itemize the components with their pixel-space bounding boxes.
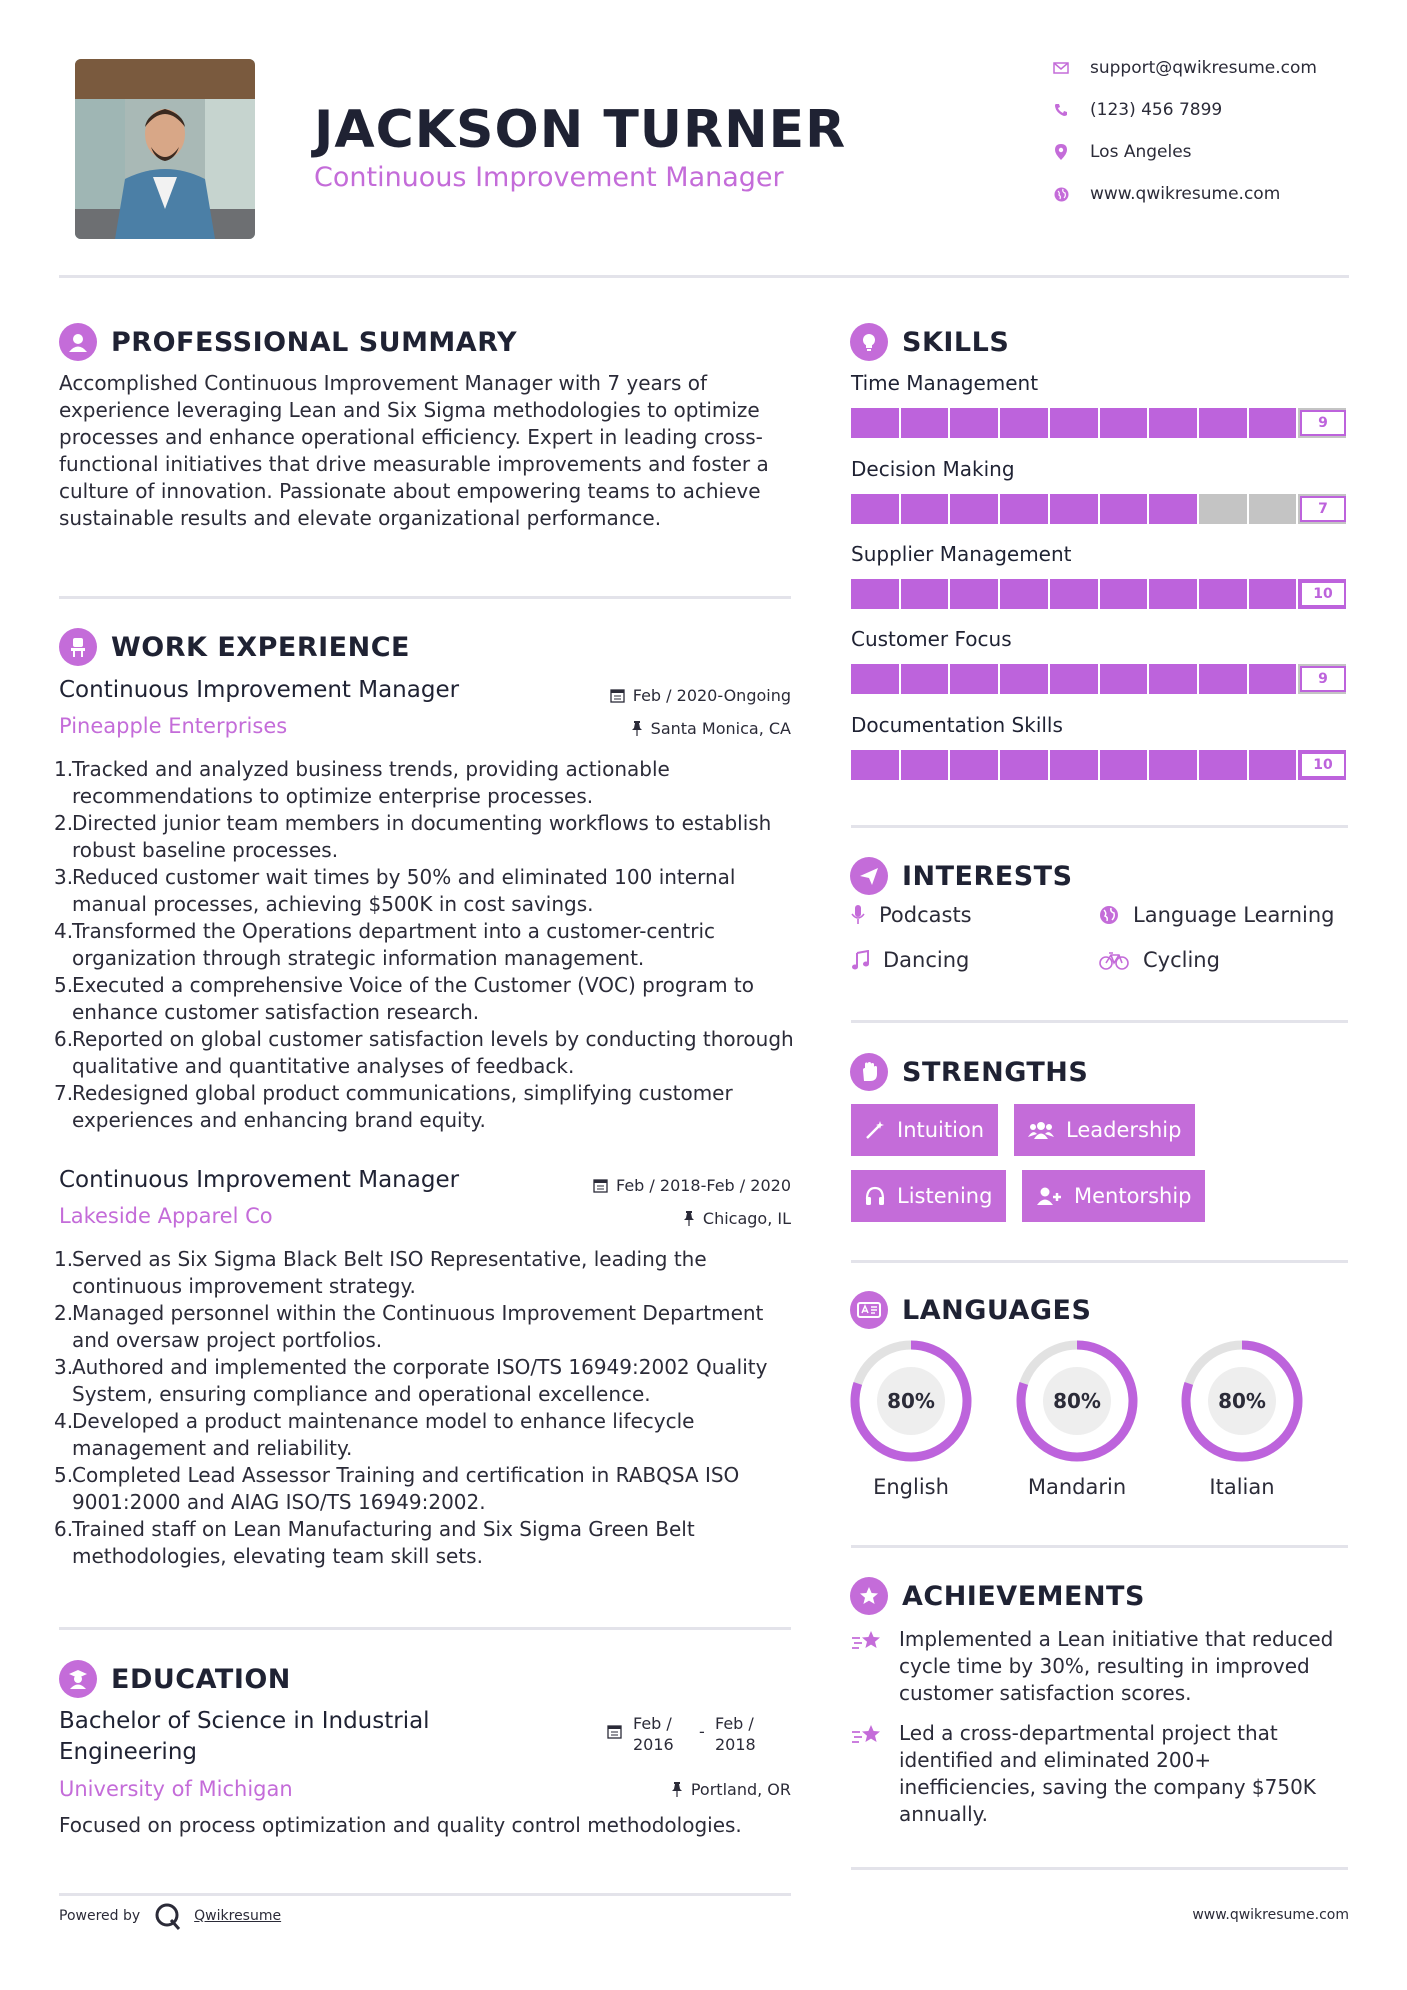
skill-bar-segment [901,579,951,609]
skill-bar-segment [1199,664,1249,694]
footer-url[interactable]: www.qwikresume.com [1192,1907,1349,1923]
summary-heading [59,323,517,361]
skill-bar [851,494,1348,524]
lightbulb-icon [850,323,888,361]
summary-divider [59,596,791,599]
paper-plane-icon [850,857,888,895]
skill-bar-segment [1050,408,1100,438]
skill-bar [851,664,1348,694]
skill-bar-segment [1149,750,1199,780]
language-item [846,1336,976,1470]
job-duty: 3.Reduced customer wait times by 50% and eliminated 100 internal manual processes, achieving $500K in cost savings. [54,865,736,916]
job-duty: 5.Executed a comprehensive Voice of the Customer (VOC) program to enhance customer satisfaction research. [54,973,754,1024]
job-duty: 7.Redesigned global product communications, simplifying customer experiences and enhancing brand equity. [54,1081,733,1132]
job-location-text: Chicago, IL [702,1209,791,1228]
shooting-star-icon [851,1626,885,1707]
skill-bar-segment [950,494,1000,524]
skill-bar-segment [1149,664,1199,694]
skill-bar-segment [950,408,1000,438]
candidate-role: Continuous Improvement Manager [314,162,784,193]
contact-phone[interactable] [1052,100,1222,120]
skill-bar-segment [851,664,901,694]
degree-line-1: Bachelor of Science in Industrial [59,1708,430,1734]
interest-item: Dancing [851,948,969,972]
skill-bar-segment [1249,579,1299,609]
job-title: Continuous Improvement Manager [59,677,460,703]
job-duties-list [54,1246,799,1570]
contact-phone-text: (123) 456 7899 [1090,100,1223,120]
skill-bar-segment [901,494,951,524]
job-dates-text: Feb / 2018-Feb / 2020 [616,1176,791,1195]
calendar-icon [593,1178,608,1193]
skill-bar-segment [1000,579,1050,609]
skill-bar [851,579,1348,609]
skill-bar-segment [1249,750,1299,780]
skill-name: Time Management [851,371,1039,395]
skill-bar-segment [901,750,951,780]
skill-bar-segment [950,664,1000,694]
interest-item: Podcasts [851,903,972,927]
language-progress-ring [1177,1336,1307,1466]
education-location-text: Portland, OR [690,1780,791,1799]
skill-level-label: 9 [1300,666,1346,692]
job-duty: 6.Reported on global customer satisfaction levels by conducting thorough qualitative and quantitative analyses of feedback. [54,1027,794,1078]
qwikresume-link[interactable]: Qwikresume [194,1907,282,1924]
achievements-title: ACHIEVEMENTS [902,1580,1145,1612]
interests-title: INTERESTS [902,860,1073,892]
users-icon [1028,1120,1054,1140]
headphones-icon [865,1186,885,1206]
strength-badge: Leadership [1014,1104,1195,1156]
skill-bar-segment [1149,494,1199,524]
language-name: English [873,1475,949,1499]
candidate-name: JACKSON TURNER [314,100,847,160]
microphone-icon [851,905,865,925]
skill-bar-segment [1199,750,1249,780]
job-duty: 2.Directed junior team members in documenting workflows to establish robust baseline processes. [54,811,772,862]
job-dates [593,1176,791,1195]
header-divider [59,275,1349,278]
skill-level-label: 10 [1300,752,1346,778]
strength-badge: Listening [851,1170,1006,1222]
achievement-text: Implemented a Lean initiative that reduced cycle time by 30%, resulting in improved customer satisfaction scores. [899,1627,1334,1705]
job-location-text: Santa Monica, CA [650,719,791,738]
degree-line-2: Engineering [59,1739,197,1765]
job-duty: 6.Trained staff on Lean Manufacturing and Six Sigma Green Belt methodologies, elevating team skill sets. [54,1517,695,1568]
skill-bar-segment [1100,579,1150,609]
achievement-text: Led a cross-departmental project that identified and eliminated 200+ inefficiencies, saving the company $750K annually. [899,1721,1316,1826]
skill-level-label: 9 [1300,410,1346,436]
envelope-icon [1052,59,1070,77]
language-item [1177,1336,1307,1470]
shooting-star-icon [851,1720,885,1828]
skill-bar-segment [851,579,901,609]
interest-item: Cycling [1099,948,1220,972]
job-duty: 3.Authored and implemented the corporate ISO/TS 16949:2002 Quality System, ensuring compliance and operational excellence. [54,1355,768,1406]
achievements-heading [850,1577,1145,1615]
skill-name: Documentation Skills [851,713,1063,737]
achievement-item [851,1720,1348,1828]
powered-by-text: Powered by [59,1907,141,1924]
job-duty: 4.Transformed the Operations department into a customer-centric organization through strategic information management. [54,919,715,970]
skill-bar [851,408,1348,438]
contact-email[interactable] [1052,58,1317,78]
phone-icon [1052,101,1070,119]
school-name: University of Michigan [59,1777,293,1801]
languages-title: LANGUAGES [902,1294,1092,1326]
job-duty: 1.Tracked and analyzed business trends, providing actionable recommendations to optimize enterprise processes. [54,757,670,808]
skill-bar-segment [851,750,901,780]
skill-bar-segment [1000,664,1050,694]
skill-bar-segment [1100,664,1150,694]
education-location [671,1780,791,1799]
skill-bar-segment [1149,579,1199,609]
education-end-month: Feb / [715,1714,754,1733]
education-end-year: 2018 [715,1735,756,1754]
pushpin-icon [671,1782,683,1797]
languages-heading [850,1291,1091,1329]
bicycle-icon [1099,950,1129,970]
achievements-divider [851,1867,1348,1870]
job-company: Lakeside Apparel Co [59,1204,273,1228]
skill-bar-segment [1050,494,1100,524]
music-note-icon [851,950,869,970]
skills-title: SKILLS [902,326,1010,358]
skills-heading [850,323,1009,361]
skill-bar-segment [901,408,951,438]
pushpin-icon [631,721,643,736]
contact-website[interactable] [1052,184,1280,204]
job-company: Pineapple Enterprises [59,714,288,738]
job-duty: 2.Managed personnel within the Continuous Improvement Department and oversaw project portfolios. [54,1301,764,1352]
strength-badge: Mentorship [1022,1170,1205,1222]
skill-bar-segment [1249,494,1299,524]
footer-powered [59,1898,281,1933]
skill-bar [851,750,1348,780]
education-heading [59,1660,291,1698]
job-location [683,1209,791,1228]
education-start-month: Feb / [633,1714,672,1733]
skill-bar-segment [901,664,951,694]
job-dates-text: Feb / 2020-Ongoing [632,686,791,705]
language-percent-label: 80% [887,1389,935,1413]
skill-bar-segment [1100,750,1150,780]
job-duty: 1.Served as Six Sigma Black Belt ISO Representative, leading the continuous improvement strategy. [54,1247,707,1298]
language-item [1012,1336,1142,1470]
strengths-divider [851,1260,1348,1263]
pushpin-icon [683,1211,695,1226]
profile-photo [75,59,255,239]
map-pin-icon [1052,143,1070,161]
job-dates [610,686,791,705]
language-percent-label: 80% [1053,1389,1101,1413]
strengths-title: STRENGTHS [902,1056,1089,1088]
qwikresume-logo-icon [154,1902,182,1930]
contact-email-text: support@qwikresume.com [1090,58,1317,78]
contact-website-text: www.qwikresume.com [1090,184,1281,204]
education-dates [607,1714,797,1758]
job-duty: 4.Developed a product maintenance model to enhance lifecycle management and reliability. [54,1409,695,1460]
skill-name: Decision Making [851,457,1015,481]
skill-bar-segment [1050,579,1100,609]
skill-bar-segment [1100,494,1150,524]
skill-bar-segment [1149,408,1199,438]
magic-wand-icon [865,1120,885,1140]
education-start-year: 2016 [633,1735,674,1754]
language-name: Italian [1209,1475,1275,1499]
education-divider [59,1893,791,1896]
chair-icon [59,628,97,666]
skill-level-label: 10 [1300,581,1346,607]
user-circle-icon [59,323,97,361]
raised-hand-icon [850,1053,888,1091]
summary-text: Accomplished Continuous Improvement Manager with 7 years of experience leveraging Lean and Six Sigma methodologies to optimize processes and enhance operational efficiency. Expert in leading cross-functional initiatives that drive measurable improvements and foster a culture of innovation. Passionate about empowering teams to achieve sustainable results and elevate organizational performance. [59,371,769,530]
strengths-heading [850,1053,1088,1091]
skill-bar-segment [1000,494,1050,524]
date-dash: - [699,1722,705,1741]
skill-bar-segment [851,494,901,524]
graduate-icon [59,1660,97,1698]
contact-location [1052,142,1192,162]
skill-bar-segment [851,408,901,438]
calendar-icon [610,688,625,703]
skill-bar-segment [1000,408,1050,438]
summary-title: PROFESSIONAL SUMMARY [111,326,518,358]
skill-bar-segment [950,579,1000,609]
skill-bar-segment [1050,750,1100,780]
education-title: EDUCATION [111,1663,291,1695]
interests-divider [851,1020,1348,1023]
job-duty: 5.Completed Lead Assessor Training and certification in RABQSA ISO 9001:2000 and AIAG ISO/TS 16949:2002. [54,1463,740,1514]
skill-bar-segment [1100,408,1150,438]
language-progress-ring [1012,1336,1142,1466]
skill-bar-segment [1199,579,1249,609]
skills-divider [851,825,1348,828]
skill-bar-segment [1249,408,1299,438]
skill-bar-segment [1050,664,1100,694]
language-percent-label: 80% [1218,1389,1266,1413]
skill-bar-segment [1000,750,1050,780]
education-description: Focused on process optimization and quality control methodologies. [59,1813,742,1837]
skill-bar-segment [1249,664,1299,694]
interests-heading [850,857,1073,895]
skill-bar-segment [1199,408,1249,438]
user-plus-icon [1036,1186,1062,1206]
skill-name: Supplier Management [851,542,1072,566]
job-duties-list [54,756,799,1134]
globe-icon [1099,905,1119,925]
achievement-item [851,1626,1348,1707]
language-card-icon [850,1291,888,1329]
calendar-icon [607,1724,622,1743]
skill-bar-segment [950,750,1000,780]
interest-item: Language Learning [1099,903,1334,927]
experience-heading [59,628,410,666]
strength-badge: Intuition [851,1104,998,1156]
skill-bar-segment [1199,494,1249,524]
skill-name: Customer Focus [851,627,1012,651]
globe-icon [1052,185,1070,203]
language-name: Mandarin [1027,1475,1127,1499]
skill-level-label: 7 [1300,496,1346,522]
contact-location-text: Los Angeles [1090,142,1192,162]
job-location [631,719,791,738]
experience-title: WORK EXPERIENCE [111,631,410,663]
language-progress-ring [846,1336,976,1466]
languages-divider [851,1545,1348,1548]
star-badge-icon [850,1577,888,1615]
experience-divider [59,1627,791,1630]
job-title: Continuous Improvement Manager [59,1167,460,1193]
